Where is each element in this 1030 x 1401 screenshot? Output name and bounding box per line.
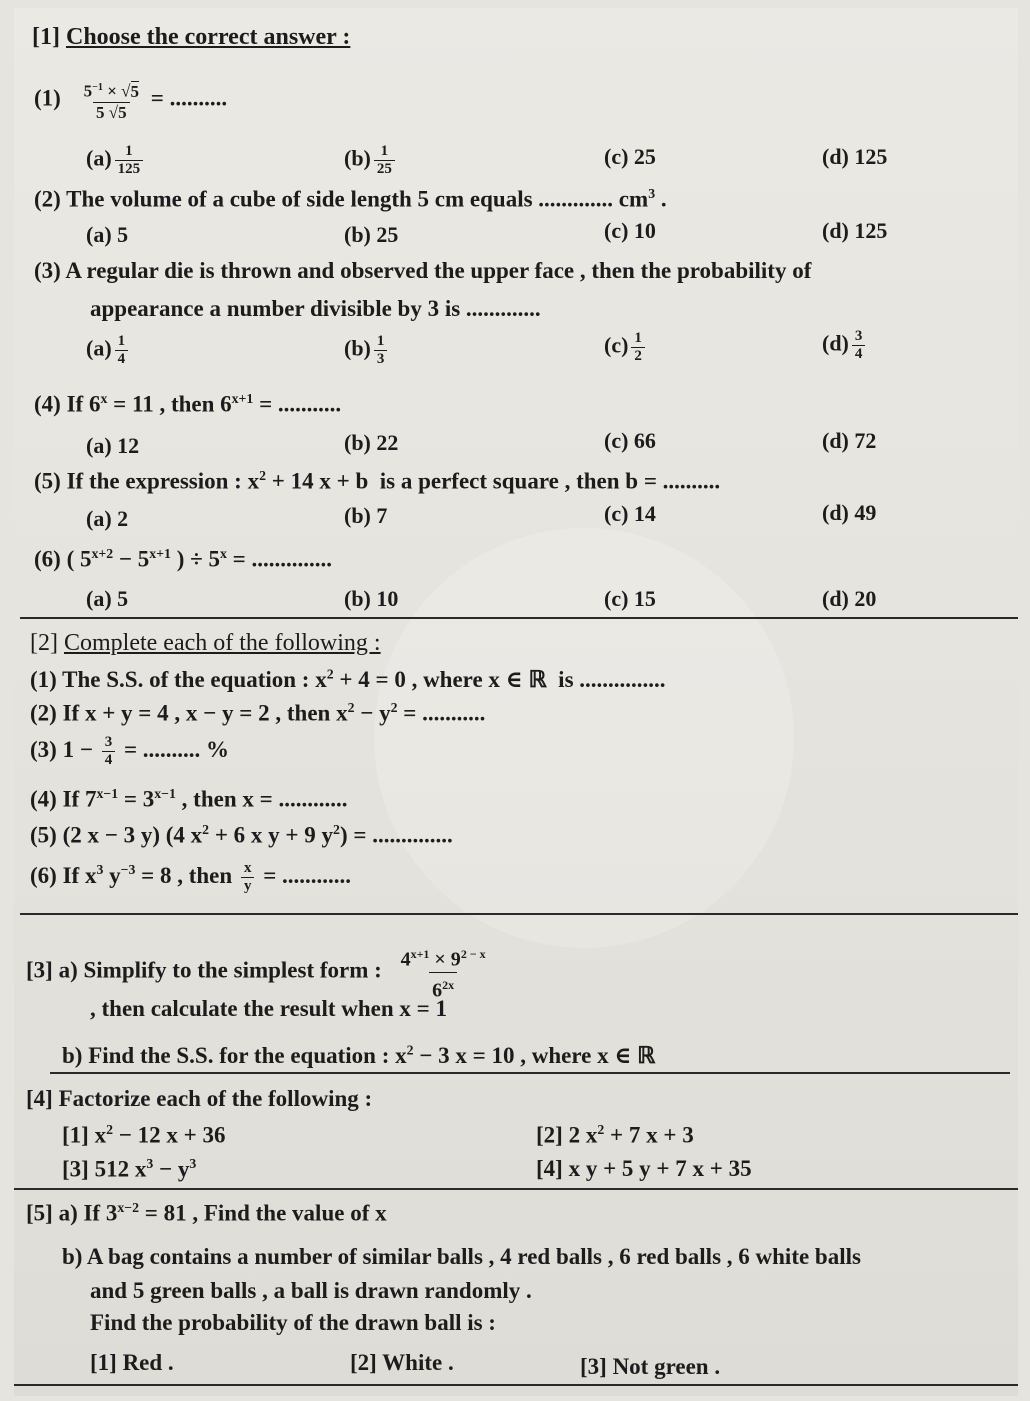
q6-option-b: (b) 10 xyxy=(344,586,399,611)
s2-item-5: (5) (2 x − 3 y) (4 $x^2 + 6$ x y + 9 $y^2$) = .............. xyxy=(30,822,453,848)
divider-3 xyxy=(50,1072,1010,1074)
q1-option-b: (b) $\frac{1}{25}$ xyxy=(344,143,398,178)
divider-2 xyxy=(20,913,1018,915)
q5-option-c: (c) 14 xyxy=(604,501,656,526)
q4-option-b: (b) 22 xyxy=(344,430,399,455)
s5-part-b-1: [1] Red . xyxy=(90,1350,174,1375)
q1: (1) $\frac{5^{-1} \times √5}{5 √5}$ = .......... xyxy=(34,81,228,122)
divider-4 xyxy=(14,1188,1018,1190)
q2-option-b: (b) 25 xyxy=(344,222,399,247)
q4-option-c: (c) 66 xyxy=(604,428,656,453)
q5-option-d: (d) 49 xyxy=(822,500,877,525)
s4-item-3: [3] 512 $x^3 - y^3$ xyxy=(62,1156,197,1182)
divider-5 xyxy=(14,1384,1018,1386)
s5-part-b-line3: Find the probability of the drawn ball is : xyxy=(90,1310,496,1335)
q3: (3) A regular die is thrown and observed the upper face , then the probability of xyxy=(34,258,812,283)
section-2-heading: [2] Complete each of the following : xyxy=(30,630,381,656)
q3-option-a: (a) $\frac{1}{4}$ xyxy=(86,333,131,368)
s4-heading: [4] Factorize each of the following : xyxy=(26,1086,373,1111)
q5: (5) If the expression : $x^2 + 14$ x + b is a perfect square , then b = .......... xyxy=(34,468,721,494)
q6-option-d: (d) 20 xyxy=(822,586,877,611)
q2-option-a: (a) 5 xyxy=(86,222,129,247)
s4-item-2: [2] 2 $x^2 + 7$ x + 3 xyxy=(536,1122,694,1148)
q2-option-d: (d) 125 xyxy=(822,218,888,243)
q2-option-c: (c) 10 xyxy=(604,218,656,243)
q5-option-b: (b) 7 xyxy=(344,503,388,528)
q1-option-a: (a) $\frac{1}{125}$ xyxy=(86,143,146,178)
q6: (6) ( $5^{x+2} - 5^{x+1}$ ) ÷ $5^x$ = .............. xyxy=(34,546,333,572)
q1-option-c: (c) 25 xyxy=(604,144,656,169)
q3-line2: appearance a number divisible by 3 is ............. xyxy=(90,296,541,321)
q5-option-a: (a) 2 xyxy=(86,506,129,531)
section-1-heading: [1] Choose the correct answer : xyxy=(32,24,351,50)
s2-item-3: (3) 1 − $\frac{3}{4}$ = .......... % xyxy=(30,734,230,768)
q6-option-a: (a) 5 xyxy=(86,586,129,611)
s5-part-b-2: [2] White . xyxy=(350,1350,454,1375)
s3-part-a: [3] a) Simplify to the simplest form : $\frac{4^{x+1} \times 9^{2 - x}}{6^{2x}}$ xyxy=(26,947,486,1002)
s2-item-2: (2) If x + y = 4 , x − y = 2 , then $x^2 - y^2$ = ........... xyxy=(30,700,486,726)
q1-option-d: (d) 125 xyxy=(822,144,888,169)
s4-item-1: [1] $x^2 - 12$ x + 36 xyxy=(62,1122,226,1148)
s2-item-1: (1) The S.S. of the equation : $x^2 + 4 = 0$ , where x ∈ ℝ is ............... xyxy=(30,666,666,692)
q2: (2) The volume of a cube of side length 5 cm equals ............. $cm^3$ . xyxy=(34,186,667,212)
s5-part-a: [5] a) If $3^{x-2} = 81$ , Find the value of x xyxy=(26,1200,387,1226)
s2-item-6: (6) If $x^3$ $y^{-3} = 8$ , then $\frac{x}{y}$ = ............ xyxy=(30,860,352,894)
q4-option-a: (a) 12 xyxy=(86,433,140,458)
exam-page xyxy=(14,8,1018,1396)
watermark xyxy=(374,528,794,948)
s2-item-4: (4) If $7^{x-1} = 3^{x-1}$ , then x = ............ xyxy=(30,786,348,812)
s3-part-a-line2: , then calculate the result when x = 1 xyxy=(90,996,448,1021)
s3-part-b: b) Find the S.S. for the equation : $x^2 - 3$ x = 10 , where x ∈ ℝ xyxy=(62,1042,656,1068)
q6-option-c: (c) 15 xyxy=(604,586,656,611)
s5-part-b-3: [3] Not green . xyxy=(580,1354,721,1379)
q3-option-b: (b) $\frac{1}{3}$ xyxy=(344,333,390,368)
q4: (4) If $6^x = 11$ , then $6^{x+1}$ = ........... xyxy=(34,391,342,417)
s5-part-b-line2: and 5 green balls , a ball is drawn randomly . xyxy=(90,1278,532,1303)
q3-option-d: (d) $\frac{3}{4}$ xyxy=(822,328,868,363)
s4-item-4: [4] x y + 5 y + 7 x + 35 xyxy=(536,1156,752,1181)
s5-part-b-line1: b) A bag contains a number of similar balls , 4 red balls , 6 red balls , 6 white balls xyxy=(62,1244,861,1269)
q4-option-d: (d) 72 xyxy=(822,428,877,453)
q3-option-c: (c) $\frac{1}{2}$ xyxy=(604,330,648,365)
divider-1 xyxy=(20,617,1018,619)
